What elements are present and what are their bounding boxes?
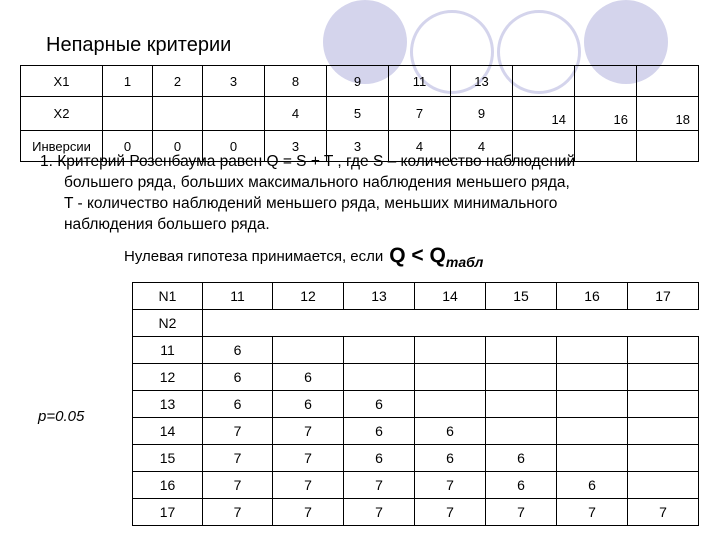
critical-value-row <box>133 337 699 364</box>
critical-value: 6 <box>486 472 557 499</box>
empty-cell <box>203 310 273 337</box>
critical-value: 6 <box>203 337 273 364</box>
row-label: Инверсии <box>21 131 103 162</box>
critical-value: 6 <box>415 445 486 472</box>
critical-value: 6 <box>273 391 344 418</box>
critical-value: 6 <box>415 418 486 445</box>
table-cell <box>637 66 699 97</box>
critical-value: 7 <box>628 499 699 526</box>
table-cell: 5 <box>327 97 389 131</box>
n2-value: 16 <box>133 472 203 499</box>
critical-value: 7 <box>344 472 415 499</box>
significance-level: p=0.05 <box>38 408 85 425</box>
hypothesis-subscript: табл <box>445 254 484 270</box>
table-cell <box>153 97 203 131</box>
critical-value <box>344 337 415 364</box>
critical-value <box>557 445 628 472</box>
critical-value <box>557 364 628 391</box>
table-cell <box>203 97 265 131</box>
critical-value <box>628 337 699 364</box>
critical-value <box>628 391 699 418</box>
page-title: Непарные критерии <box>46 34 232 56</box>
critical-value-row <box>133 472 699 499</box>
empty-cell <box>344 310 415 337</box>
critical-value: 7 <box>203 445 273 472</box>
empty-cell <box>486 310 557 337</box>
table-cell: 3 <box>327 131 389 162</box>
table-cell: 18 <box>637 97 699 131</box>
inversion-table <box>20 65 699 162</box>
critical-value: 7 <box>203 499 273 526</box>
n2-value: 14 <box>133 418 203 445</box>
critical-value <box>415 337 486 364</box>
critical-value: 7 <box>273 472 344 499</box>
table-cell: 0 <box>103 131 153 162</box>
table-cell: 9 <box>327 66 389 97</box>
critical-value <box>486 391 557 418</box>
column-header: 11 <box>203 283 273 310</box>
table-cell: 16 <box>575 97 637 131</box>
table-cell: 1 <box>103 66 153 97</box>
row-label: X1 <box>21 66 103 97</box>
n2-value: 13 <box>133 391 203 418</box>
critical-value <box>557 391 628 418</box>
table-cell <box>103 97 153 131</box>
critical-values-table <box>132 282 699 526</box>
n2-row <box>133 310 699 337</box>
critical-value <box>628 418 699 445</box>
critical-value: 7 <box>203 472 273 499</box>
critical-value: 7 <box>203 418 273 445</box>
critical-value <box>557 337 628 364</box>
description-line-4: наблюдения большего ряда. <box>64 216 270 233</box>
table-cell: 8 <box>265 66 327 97</box>
column-header: 15 <box>486 283 557 310</box>
critical-value <box>415 364 486 391</box>
table-cell: 4 <box>451 131 513 162</box>
critical-value <box>557 418 628 445</box>
empty-cell <box>273 310 344 337</box>
critical-value: 6 <box>344 418 415 445</box>
critical-value-row <box>133 391 699 418</box>
description-line-2: большего ряда, больших максимального наблюдения меньшего ряда, <box>64 174 570 191</box>
table-cell: 0 <box>203 131 265 162</box>
critical-value: 7 <box>415 499 486 526</box>
critical-value: 7 <box>344 499 415 526</box>
critical-value-row <box>133 364 699 391</box>
null-hypothesis <box>124 244 483 270</box>
table-cell: 3 <box>265 131 327 162</box>
description-line-1: 1. Критерий Розенбаума равен Q = S + T , где S – количество наблюдений <box>40 153 576 170</box>
table-cell: 0 <box>153 131 203 162</box>
critical-header-row <box>133 283 699 310</box>
hypothesis-formula: Q < Q <box>389 244 446 267</box>
critical-value <box>486 418 557 445</box>
table-cell: 2 <box>153 66 203 97</box>
table-cell: 3 <box>203 66 265 97</box>
critical-value <box>273 337 344 364</box>
n2-value: 11 <box>133 337 203 364</box>
n2-value: 17 <box>133 499 203 526</box>
column-header: 16 <box>557 283 628 310</box>
critical-value: 6 <box>344 445 415 472</box>
critical-value: 7 <box>415 472 486 499</box>
description-line-3: T - количество наблюдений меньшего ряда, меньших минимального <box>64 195 558 212</box>
hypothesis-text: Нулевая гипотеза принимается, если <box>124 248 384 265</box>
critical-value <box>628 472 699 499</box>
critical-value: 6 <box>203 391 273 418</box>
empty-cell <box>628 310 699 337</box>
inversion-table-row <box>21 97 699 131</box>
table-cell: 13 <box>451 66 513 97</box>
critical-value: 6 <box>486 445 557 472</box>
critical-value <box>628 364 699 391</box>
critical-value-row <box>133 445 699 472</box>
critical-value: 6 <box>557 472 628 499</box>
critical-value-row <box>133 499 699 526</box>
n2-value: 15 <box>133 445 203 472</box>
critical-value-row <box>133 418 699 445</box>
table-cell: 14 <box>513 97 575 131</box>
column-header: 14 <box>415 283 486 310</box>
critical-value: 7 <box>273 445 344 472</box>
table-cell <box>575 66 637 97</box>
table-cell: 4 <box>389 131 451 162</box>
table-cell: 4 <box>265 97 327 131</box>
n2-label: N2 <box>133 310 203 337</box>
table-cell: 7 <box>389 97 451 131</box>
table-cell <box>513 66 575 97</box>
empty-cell <box>557 310 628 337</box>
rosenbaum-description <box>40 151 710 235</box>
inversion-table-row <box>21 66 699 97</box>
critical-value: 6 <box>344 391 415 418</box>
critical-value: 7 <box>486 499 557 526</box>
n1-label: N1 <box>133 283 203 310</box>
column-header: 17 <box>628 283 699 310</box>
critical-value: 7 <box>557 499 628 526</box>
table-cell: 9 <box>451 97 513 131</box>
column-header: 12 <box>273 283 344 310</box>
critical-value: 7 <box>273 418 344 445</box>
critical-value <box>486 337 557 364</box>
table-cell: 11 <box>389 66 451 97</box>
critical-value <box>628 445 699 472</box>
critical-value <box>486 364 557 391</box>
critical-value: 6 <box>203 364 273 391</box>
column-header: 13 <box>344 283 415 310</box>
critical-value <box>344 364 415 391</box>
empty-cell <box>415 310 486 337</box>
critical-value: 7 <box>273 499 344 526</box>
n2-value: 12 <box>133 364 203 391</box>
row-label: X2 <box>21 97 103 131</box>
critical-value: 6 <box>273 364 344 391</box>
critical-value <box>415 391 486 418</box>
